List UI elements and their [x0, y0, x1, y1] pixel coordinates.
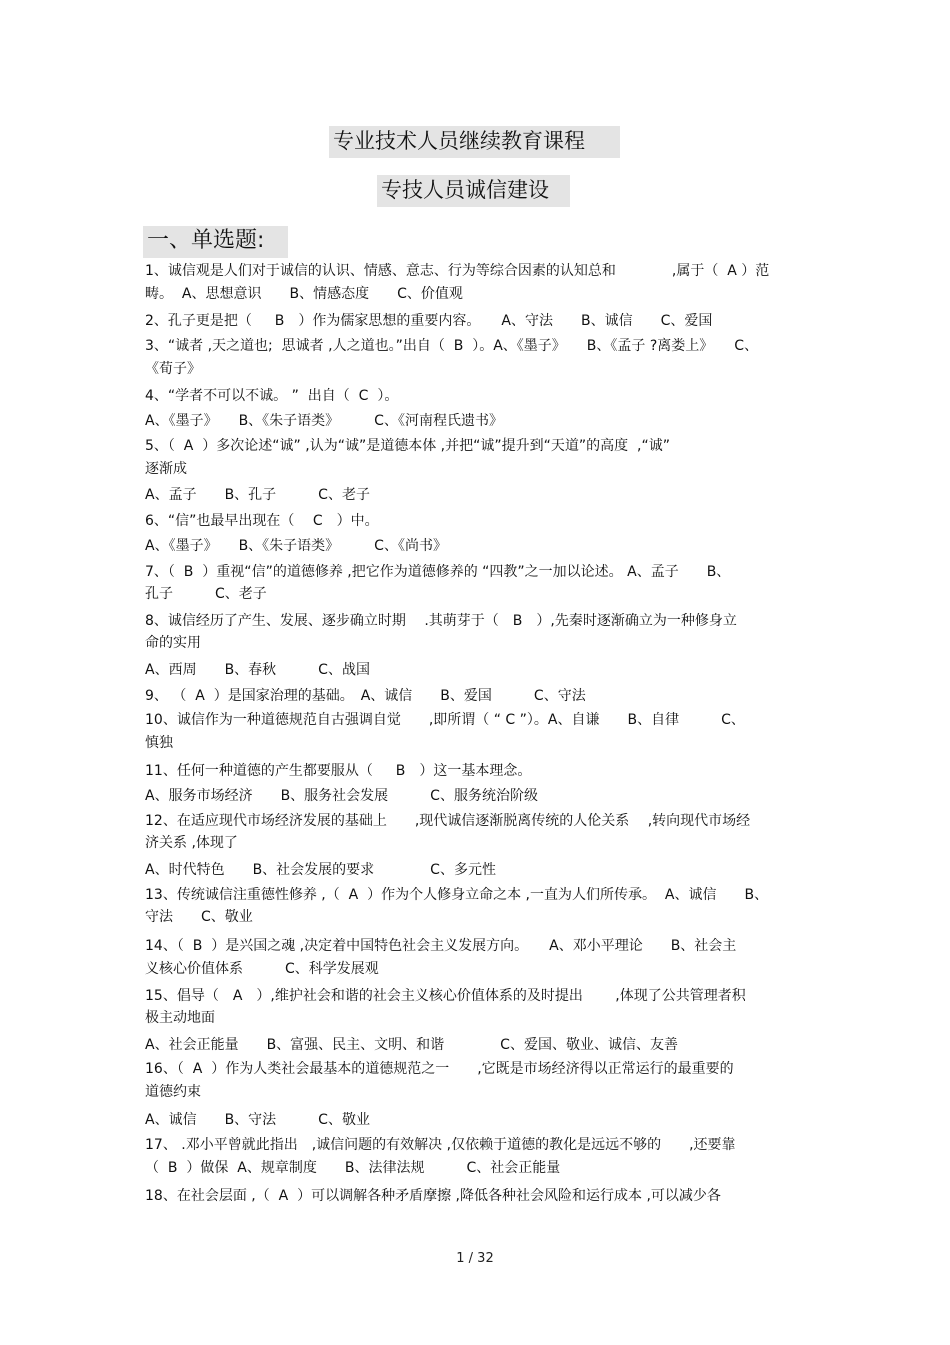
- text-line: 道德约束: [145, 1084, 201, 1100]
- text-line: A、服务市场经济 B、服务社会发展 C、服务统治阶级: [145, 788, 538, 804]
- text-line: 1、诚信观是人们对于诚信的认识、情感、意志、行为等综合因素的认知总和 ,属于（ A ）范: [145, 263, 770, 279]
- text-line: 17、 .邓小平曾就此指出 ,诚信问题的有效解决 ,仅依赖于道德的教化是远远不够的 ,还要靠: [145, 1137, 736, 1153]
- text-line: 8、诚信经历了产生、发展、逐步确立时期 .其萌芽于（ B ）,先秦时逐渐确立为一种修身立: [145, 613, 737, 629]
- text-line: 4、“学者不可以不诚。 ” 出自（ C ）。: [145, 388, 399, 404]
- text-line: 6、“信”也最早出现在（ C ）中。: [145, 513, 379, 529]
- text-line: 15、倡导（ A ）,维护社会和谐的社会主义核心价值体系的及时提出 ,体现了公共管理者积: [145, 988, 746, 1004]
- text-line: 5、（ A ）多次论述“诚” ,认为“诚”是道德本体 ,并把“诚”提升到“天道”的高度 ,“诚”: [145, 438, 670, 454]
- text-line: 7、（ B ）重视“信”的道德修养 ,把它作为道德修养的 “四教”之一加以论述。 A、孟子 B、: [145, 564, 731, 580]
- text-line: 10、诚信作为一种道德规范自古强调自觉 ,即所谓（ “ C ”）。A、自谦 B、自律 C、: [145, 712, 745, 728]
- text-line: 13、传统诚信注重德性修养 ,（ A ）作为个人修身立命之本 ,一直为人们所传承。 A、诚信 B、: [145, 887, 769, 903]
- text-line: 畴。 A、思想意识 B、情感态度 C、价值观: [145, 286, 463, 302]
- text-line: A、时代特色 B、社会发展的要求 C、多元性: [145, 862, 496, 878]
- text-line: A、《墨子》 B、《朱子语类》 C、《尚书》: [145, 538, 447, 554]
- text-line: 孔子 C、老子: [145, 586, 267, 602]
- text-line: 逐渐成: [145, 461, 187, 477]
- text-line: （ B ）做保 A、规章制度 B、法律法规 C、社会正能量: [145, 1160, 561, 1176]
- text-line: 11、任何一种道德的产生都要服从（ B ）这一基本理念。: [145, 763, 532, 779]
- text-line: 16、（ A ）作为人类社会最基本的道德规范之一 ,它既是市场经济得以正常运行的最重要的: [145, 1061, 734, 1077]
- text-line: 12、在适应现代市场经济发展的基础上 ,现代诚信逐渐脱离传统的人伦关系 ,转向现代市场经: [145, 813, 751, 829]
- text-line: A、西周 B、春秋 C、战国: [145, 662, 370, 678]
- text-line: A、《墨子》 B、《朱子语类》 C、《河南程氏遗书》: [145, 413, 503, 429]
- text-line: 9、 （ A ）是国家治理的基础。 A、诚信 B、爱国 C、守法: [145, 688, 586, 704]
- document-subtitle: 专技人员诚信建设: [377, 175, 570, 207]
- text-line: A、社会正能量 B、富强、民主、文明、和谐 C、爱国、敬业、诚信、友善: [145, 1037, 678, 1053]
- document-title: 专业技术人员继续教育课程: [329, 126, 620, 158]
- text-line: 济关系 ,体现了: [145, 835, 238, 851]
- text-line: 2、孔子更是把（ B ）作为儒家思想的重要内容。 A、守法 B、诚信 C、爱国: [145, 313, 713, 329]
- text-line: 3、“诚者 ,天之道也; 思诚者 ,人之道也。”出自（ B ）。A、《墨子》 B、《孟子 ?离娄上》 C、: [145, 338, 759, 354]
- text-line: 18、在社会层面 ,（ A ）可以调解各种矛盾摩擦 ,降低各种社会风险和运行成本 ,可以减少各: [145, 1188, 721, 1204]
- text-line: 义核心价值体系 C、科学发展观: [145, 961, 379, 977]
- text-line: 《荀子》: [145, 361, 201, 377]
- page-number: 1 / 32: [456, 1251, 494, 1266]
- text-line: 极主动地面: [145, 1010, 215, 1026]
- section-heading: 一、单选题:: [143, 226, 288, 258]
- text-line: A、诚信 B、守法 C、敬业: [145, 1112, 370, 1128]
- text-line: 守法 C、敬业: [145, 909, 253, 925]
- text-line: 14、（ B ）是兴国之魂 ,决定着中国特色社会主义发展方向。 A、邓小平理论 B、社会主: [145, 938, 737, 954]
- text-line: A、孟子 B、孔子 C、老子: [145, 487, 370, 503]
- text-line: 命的实用: [145, 635, 201, 651]
- text-line: 慎独: [145, 735, 173, 751]
